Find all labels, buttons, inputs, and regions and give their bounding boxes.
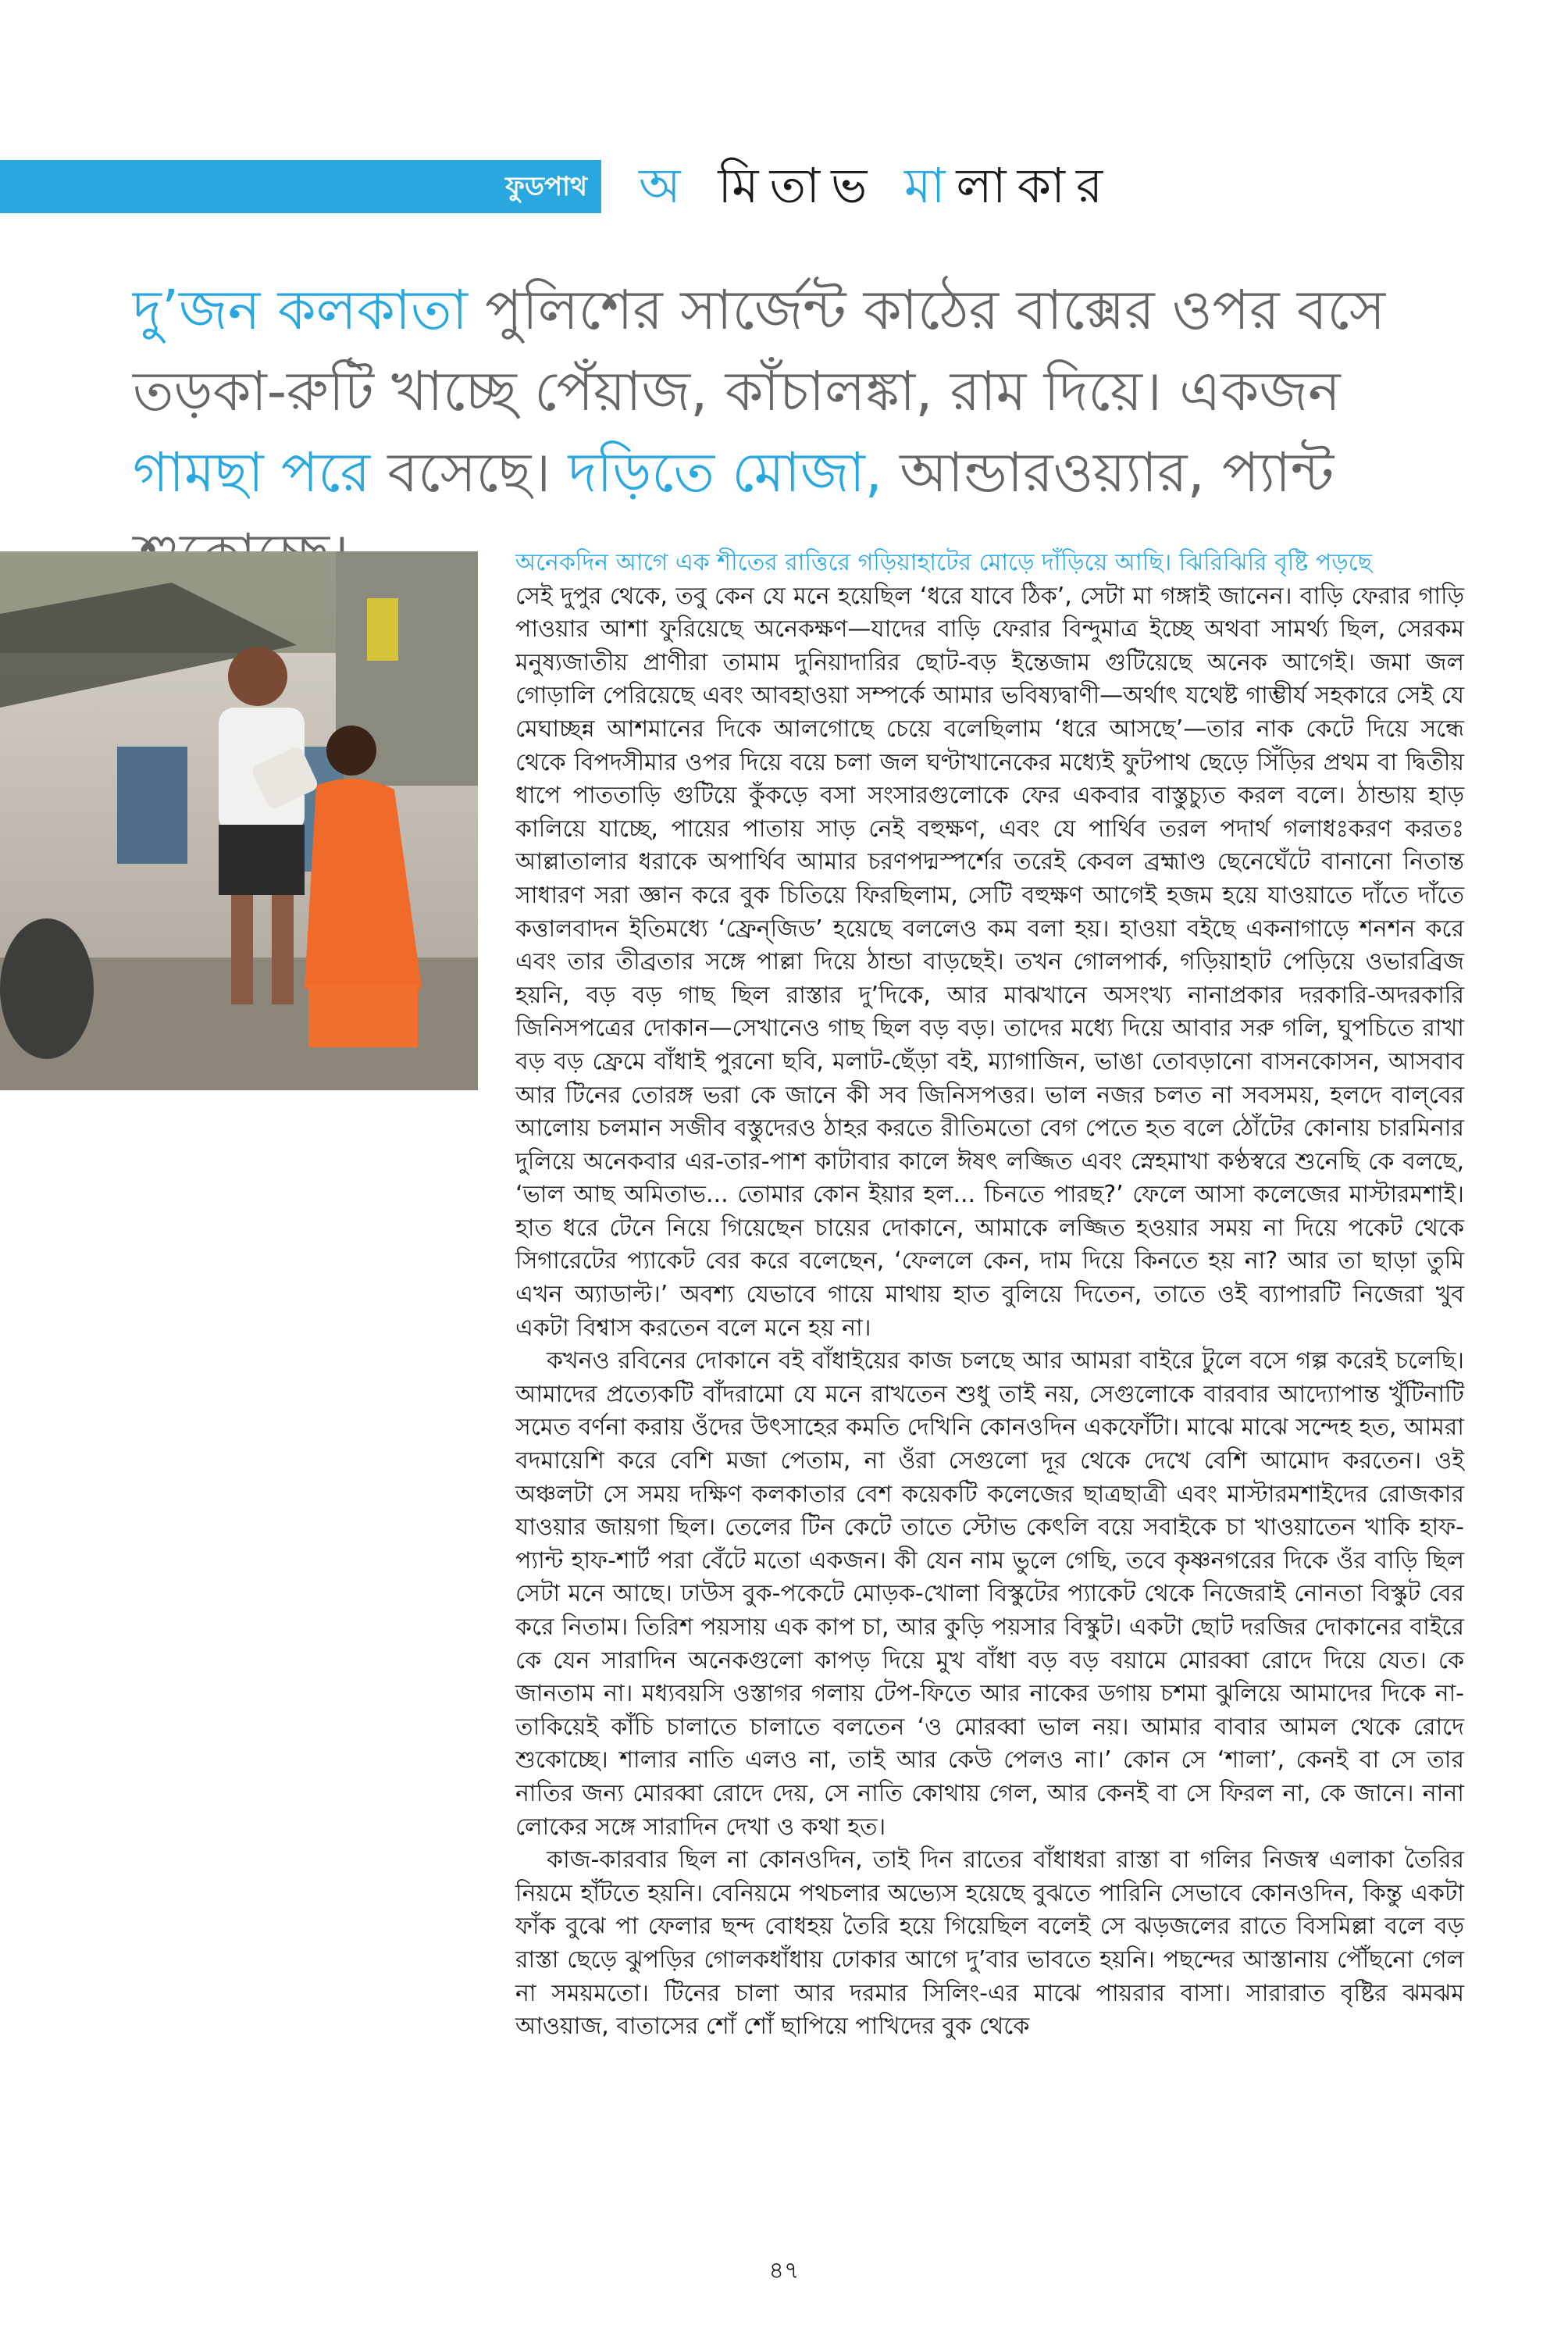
article-paragraph: সেই দুপুর থেকে, তবু কেন যে মনে হয়েছিল ‘ধরে যাবে ঠিক’, সেটা মা গঙ্গাই জানেন। বাড়ি ফেরার গাড়ি পাওয়ার আশা ফুরিয়েছে অনেকক্ষণ—যাদের বাড়ি ফেরার বিন্দুমাত্র ইচ্ছে অথবা সামর্থ্য ছিল, সেরকম মনুষ্যজাতীয় প্রাণীরা তামাম দুনিয়াদারির ছোট-বড় ইন্তেজাম গুটিয়েছে অনেক আগেই। জমা জল গোড়ালি পেরিয়েছে এবং আবহাওয়া সম্পর্কে আমার ভবিষ্যদ্বাণী—অর্থাৎ যথেষ্ট গাম্ভীর্য সহকারে সেই যে মেঘাচ্ছন্ন আশমানের দিকে আলগোছে চেয়ে বলেছিলাম ‘ধরে আসছে’—তার নাক কেটে দিয়ে সন্ধে থেকে বিপদসীমার ওপর দিয়ে বয়ে চলা জল ঘণ্টাখানেকের মধ্যেই ফুটপাথ ছেড়ে সিঁড়ির প্রথম বা দ্বিতীয় ধাপে পাততাড়ি গুটিয়ে কুঁকড়ে বসা সংসারগুলোকে ফের একবার বাস্তুচ্যুত করল বলে। ঠান্ডায় হাড় কালিয়ে যাচ্ছে, পায়ের পাতায় সাড় নেই বহুক্ষণ, এবং যে পার্থিব তরল পদার্থ গলাধঃকরণ করতঃ আল্লাতালার ধরাকে অপার্থিব আমার চরণপদ্মস্পর্শের তরেই কেবল ব্রহ্মাণ্ড ছেনেঘেঁটে বানানো নিতান্ত সাধারণ সরা জ্ঞান করে বুক চিতিয়ে ফিরছিলাম, সেটি বহুক্ষণ আগেই হজম হয়ে যাওয়াতে দাঁতে দাঁতে কত্তালবাদন ইতিমধ্যে ‘ফ্রেন্‌জিড’ হয়েছে বললেও কম বলা হয়। হাওয়া বইছে একনাগাড়ে শনশন করে এবং তার তীব্রতার সঙ্গে পাল্লা দিয়ে ঠান্ডা বাড়ছেই। তখন গোলপার্ক, গড়িয়াহাট পেড়িয়ে ওভারব্রিজ হয়নি, বড় বড় গাছ ছিল রাস্তার দু’দিকে, আর মাঝখানে অসংখ্য নানাপ্রকার দরকারি-অদরকারি জিনিসপত্রের দোকান—সেখানেও গাছ ছিল বড় বড়। তাদের মধ্যে দিয়ে আবার সরু গলি, ঘুপচিতে রাখা বড় বড় ফ্রেমে বাঁধাই পুরনো ছবি, মলাট-ছেঁড়া বই, ম্যাগাজিন, ভাঙা তোবড়ানো বাসনকোসন, আসবাব আর টিনের তোরঙ্গ ভরা কে জানে কী সব জিনিসপত্তর। ভাল নজর চলত না সবসময়, হলদে বাল্‌বের আলোয় চলমান সজীব বস্তুদেরও ঠাহর করতে রীতিমতো বেগ পেতে হত বলে ঠোঁটের কোনায় চারমিনার দুলিয়ে অনেকবার এর-তার-পাশ কাটাবার কালে ঈষৎ লজ্জিত এবং স্নেহমাখা কণ্ঠস্বরে শুনেছি কে বলছে, ‘ভাল আছ অমিতাভ... তোমার কোন ইয়ার হল... চিনতে পারছ?’ ফেলে আসা কলেজের মাস্টারমশাই। হাত ধরে টেনে নিয়ে গিয়েছেন চায়ের দোকানে, আমাকে লজ্জিত হওয়ার সময় না দিয়ে পকেট থেকে সিগারেটের প্যাকেট বের করে বলেছেন, ‘ফেললে কেন, দাম দিয়ে কিনতে হয় না? আর তা ছাড়া তুমি এখন অ্যাডাল্ট।’ অবশ্য যেভাবে গায়ে মাথায় হাত বুলিয়ে দিতেন, তাতে ওই ব্যাপারটি নিজেরা খুব একটা বিশ্বাস করতেন বলে মনে হয় না।: [515, 582, 1464, 1342]
article-body: [515, 547, 1464, 2044]
author-part: মিতাভ: [718, 157, 878, 214]
headline-part: আন্ডারওয়্যার, প্যান্ট: [900, 440, 1335, 505]
article-paragraph: কখনও রবিনের দোকানে বই বাঁধাইয়ের কাজ চলছে আর আমরা বাইরে টুলে বসে গল্প করেই চলেছি। আমাদের প্রত্যেকটি বাঁদরামো যে মনে রাখতেন শুধু তাই নয়, সেগুলোকে বারবার আদ্যোপান্ত খুঁটিনাটি সমেত বর্ণনা করায় ওঁদের উৎসাহের কমতি দেখিনি কোনওদিন একফোঁটা। মাঝে মাঝে সন্দেহ হত, আমরা বদমায়েশি করে বেশি মজা পেতাম, না ওঁরা সেগুলো দূর থেকে দেখে বেশি আমোদ করতেন। ওই অঞ্চলটা সে সময় দক্ষিণ কলকাতার বেশ কয়েকটি কলেজের ছাত্রছাত্রী এবং মাস্টারমশাইদের রোজকার যাওয়ার জায়গা ছিল। তেলের টিন কেটে তাতে স্টোভ কেৎলি বয়ে সবাইকে চা খাওয়াতেন খাকি হাফ-প্যান্ট হাফ-শার্ট পরা বেঁটে মতো একজন। কী যেন নাম ভুলে গেছি, তবে কৃষ্ণনগরের দিকে ওঁর বাড়ি ছিল সেটা মনে আছে। ঢাউস বুক-পকেটে মোড়ক-খোলা বিস্কুটের প্যাকেট থেকে নিজেরাই নোনতা বিস্কুট বের করে নিতাম। তিরিশ পয়সায় এক কাপ চা, আর কুড়ি পয়সার বিস্কুট। একটা ছোট দরজির দোকানের বাইরে কে যেন সারাদিন অনেকগুলো কাপড় দিয়ে মুখ বাঁধা বড় বড় বয়ামে মোরব্বা রোদে দিয়ে যেত। কে জানতাম না। মধ্যবয়সি ওস্তাগর গলায় টেপ-ফিতে আর নাকের ডগায় চশমা ঝুলিয়ে আমাদের দিকে না-তাকিয়েই কাঁচি চালাতে চালাতে বলতেন ‘ও মোরব্বা ভাল নয়। আমার বাবার আমল থেকে রোদে শুকোচ্ছে। শালার নাতি এলও না, তাই আর কেউ পেলও না।’ কোন সে ‘শালা’, কেনই বা সে তার নাতির জন্য মোরব্বা রোদে দেয়, সে নাতি কোথায় গেল, আর কেনই বা সে ফিরল না, কে জানে। নানা লোকের সঙ্গে সারাদিন দেখা ও কথা হত।: [515, 1347, 1464, 1841]
article-lead: অনেকদিন আগে এক শীতের রাত্তিরে গড়িয়াহাটের মোড়ে দাঁড়িয়ে আছি। ঝিরিঝিরি বৃষ্টি পড়ছে: [515, 549, 1372, 576]
author-name: [639, 155, 1114, 217]
page-number: ৪৭: [768, 2257, 800, 2284]
author-part: লাকার: [956, 157, 1114, 214]
section-header-bar: [0, 160, 601, 213]
headline-part: দু’জন কলকাতা: [133, 278, 468, 342]
author-part: অ: [639, 157, 692, 214]
headline-part: দড়িতে মোজা,: [568, 440, 883, 505]
pull-quote-headline: [133, 269, 1476, 594]
headline-part: বসেছে।: [370, 440, 568, 505]
headline-part: পুলিশের সার্জেন্ট কাঠের বাক্সের ওপর বসে তড়কা-রুটি খাচ্ছে পেঁয়াজ, কাঁচালঙ্কা, রাম দিয়ে। একজন: [133, 278, 1386, 423]
article-paragraph: কাজ-কারবার ছিল না কোনওদিন, তাই দিন রাতের বাঁধাধরা রাস্তা বা গলির নিজস্ব এলাকা তৈরির নিয়মে হাঁটতে হয়নি। বেনিয়মে পথচলার অভ্যেস হয়েছে বুঝতে পারিনি সেভাবে কোনওদিন, কিন্তু একটা ফাঁক বুঝে পা ফেলার ছন্দ বোধহয় তৈরি হয়ে গিয়েছিল বলেই সে ঝড়জলের রাতে বিসমিল্লা বলে বড় রাস্তা ছেড়ে ঝুপড়ির গোলকধাঁধায় ঢোকার আগে দু’বার ভাবতে হয়নি। পছন্দের আস্তানায় পৌঁছনো গেল না সময়মতো। টিনের চালা আর দরমার সিলিং-এর মাঝে পায়রার বাসা। সারারাত বৃষ্টির ঝমঝম আওয়াজ, বাতাসের শোঁ শোঁ ছাপিয়ে পাখিদের বুক থেকে: [515, 1846, 1464, 2041]
street-photo: [0, 551, 478, 1090]
author-part: মা: [904, 157, 957, 214]
section-label: ফুডপাথ: [505, 171, 587, 202]
headline-part: গামছা পরে: [133, 440, 371, 505]
